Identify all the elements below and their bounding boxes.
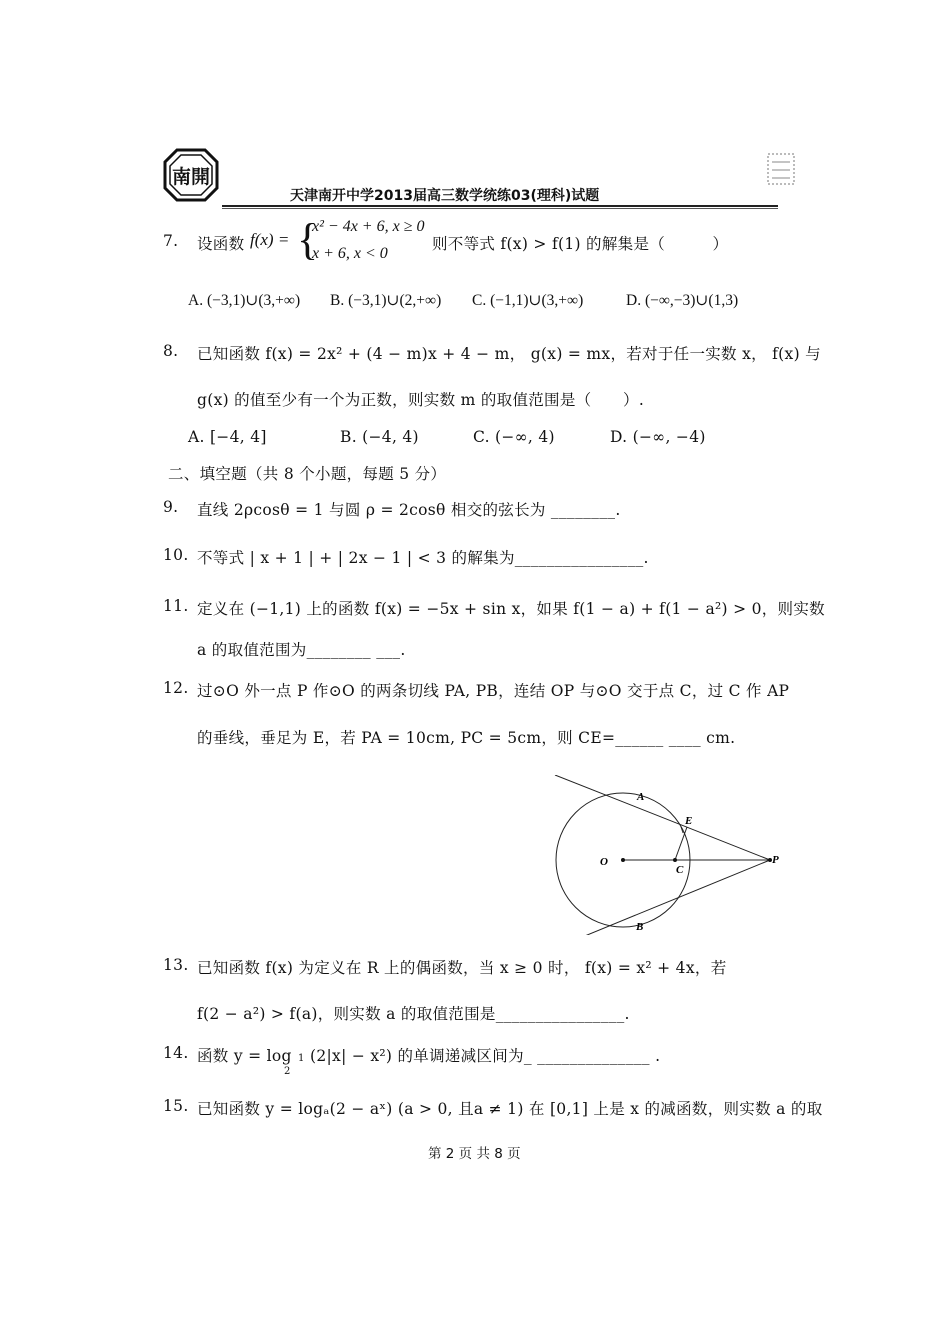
q7-option-a: A. (−3,1)∪(3,+∞) xyxy=(188,292,301,309)
q14-text-after: (2|x| − x²) 的单调递减区间为_ ______________ . xyxy=(310,1047,661,1065)
q14-log-base-den: 2 xyxy=(284,1066,291,1077)
label-b: B xyxy=(636,921,644,933)
label-e: E xyxy=(685,815,693,827)
q7-fx: f(x) = xyxy=(250,230,290,249)
tangent-pb xyxy=(575,860,770,935)
q14-text-before: 函数 y = log xyxy=(197,1047,292,1065)
q7-prefix: 设函数 xyxy=(197,235,245,253)
tangent-circle-figure xyxy=(545,775,790,935)
label-c: C xyxy=(676,864,684,876)
q8-line2: g(x) 的值至少有一个为正数，则实数 m 的取值范围是（ ）. xyxy=(197,391,645,409)
q8-option-a: A. [−4, 4] xyxy=(188,428,267,446)
q7-option-c: C. (−1,1)∪(3,+∞) xyxy=(472,292,584,309)
q14-log-base-num: 1 xyxy=(298,1053,305,1064)
q15-text: 已知函数 y = logₐ(2 − aˣ) (a > 0, 且a ≠ 1) 在 [0,1] 上是 x 的减函数，则实数 a 的取 xyxy=(197,1100,823,1118)
q11-number: 11. xyxy=(163,597,189,615)
q8-line1: 已知函数 f(x) = 2x² + (4 − m)x + 4 − m， g(x) = mx，若对于任一实数 x， f(x) 与 xyxy=(197,345,821,363)
q10-text: 不等式 | x + 1 | + | 2x − 1 | < 3 的解集为________________. xyxy=(197,549,649,567)
school-logo xyxy=(163,148,219,202)
q7-suffix: 则不等式 f(x) > f(1) 的解集是（ ） xyxy=(432,235,729,253)
q7-brace: { xyxy=(297,215,319,264)
point-o xyxy=(621,858,625,862)
q7-option-d: D. (−∞,−3)∪(1,3) xyxy=(626,292,739,309)
q11-line2: a 的取值范围为________ ___. xyxy=(197,641,406,659)
point-c xyxy=(673,858,677,862)
label-o: O xyxy=(600,856,608,868)
q12-line2: 的垂线，垂足为 E，若 PA = 10cm, PC = 5cm，则 CE=______ ____ cm. xyxy=(197,729,736,747)
label-p: P xyxy=(772,854,779,866)
page-footer: 第 2 页 共 8 页 xyxy=(428,1146,521,1162)
q7-option-b: B. (−3,1)∪(2,+∞) xyxy=(330,292,442,309)
q7-case2: x + 6, x < 0 xyxy=(312,245,388,262)
q13-number: 13. xyxy=(163,956,189,974)
q7-case1: x² − 4x + 6, x ≥ 0 xyxy=(312,218,425,235)
q8-option-c: C. (−∞, 4) xyxy=(473,428,555,446)
q10-number: 10. xyxy=(163,546,189,564)
q8-number: 8. xyxy=(163,342,179,360)
q15-number: 15. xyxy=(163,1097,189,1115)
header-rule xyxy=(222,205,778,207)
logo-text: 南開 xyxy=(171,166,211,188)
q9-text: 直线 2ρcosθ = 1 与圆 ρ = 2cosθ 相交的弦长为 ________. xyxy=(197,501,621,519)
header-rule-thin xyxy=(222,208,778,209)
perpendicular-ce xyxy=(675,827,687,860)
q11-line1: 定义在 (−1,1) 上的函数 f(x) = −5x + sin x，如果 f(1 − a) + f(1 − a²) > 0，则实数 xyxy=(197,600,825,618)
q14-number: 14. xyxy=(163,1044,189,1062)
page-header-title: 天津南开中学2013届高三数学统练03(理科)试题 xyxy=(290,188,600,204)
section-fill-in-heading: 二、填空题（共 8 个小题，每题 5 分） xyxy=(168,465,447,483)
q9-number: 9. xyxy=(163,498,179,516)
q12-number: 12. xyxy=(163,679,189,697)
label-a: A xyxy=(637,791,645,803)
q7-number: 7. xyxy=(163,232,179,250)
scan-stamp-mark xyxy=(760,148,810,198)
q13-line2: f(2 − a²) > f(a)，则实数 a 的取值范围是________________. xyxy=(197,1005,630,1023)
q12-line1: 过⊙O 外一点 P 作⊙O 的两条切线 PA, PB，连结 OP 与⊙O 交于点 C，过 C 作 AP xyxy=(197,682,790,700)
q8-option-b: B. (−4, 4) xyxy=(340,428,419,446)
tangent-pa xyxy=(555,775,770,860)
q13-line1: 已知函数 f(x) 为定义在 R 上的偶函数，当 x ≥ 0 时， f(x) = x² + 4x，若 xyxy=(197,959,727,977)
q8-option-d: D. (−∞, −4) xyxy=(610,428,706,446)
